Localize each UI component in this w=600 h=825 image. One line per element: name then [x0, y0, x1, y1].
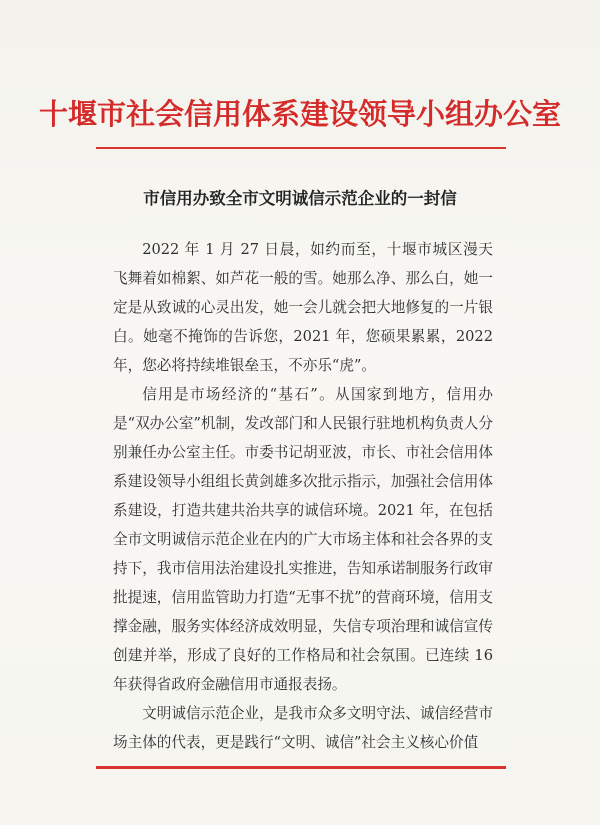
letterhead-org-name: 十堰市社会信用体系建设领导小组办公室	[38, 97, 561, 131]
letterhead-red-rule	[96, 147, 506, 149]
document-body	[113, 235, 493, 757]
footer-red-rule	[96, 766, 506, 769]
document-title: 市信用办致全市文明诚信示范企业的一封信	[143, 189, 457, 208]
body-paragraph-3: 文明诚信示范企业，是我市众多文明守法、诚信经营市场主体的代表，更是践行“文明、诚信”社会主义核心价值	[113, 705, 493, 751]
body-paragraph-2: 信用是市场经济的“基石”。从国家到地方，信用办是“双办公室”机制，发改部门和人民银行驻地机构负责人分别兼任办公室主任。市委书记胡亚波，市长、市社会信用体系建设领导小组组长黄剑雄多次批示指示，加强社会信用体系建设，打造共建共治共享的诚信环境。2021 年，在包括全市文明诚信示范企业在内的广大市场主体和社会各界的支持下，我市信用法治建设扎实推进，告知承诺制服务行政审批提速，信用监管助力打造“无事不扰”的营商环境，信用支撑金融，服务实体经济成效明显，失信专项治理和诚信宣传创建并举，形成了良好的工作格局和社会氛围。已连续 16 年获得省政府金融信用市通报表扬。	[113, 386, 493, 693]
body-paragraph-1: 2022 年 1 月 27 日晨，如约而至，十堰市城区漫天飞舞着如棉絮、如芦花一般的雪。她那么净、那么白，她一定是从致诚的心灵出发，她一会儿就会把大地修复的一片银白。她毫不掩饰的告诉您，2021 年，您硕果累累，2022 年，您必将持续堆银垒玉，不亦乐“虎”。	[113, 241, 493, 374]
